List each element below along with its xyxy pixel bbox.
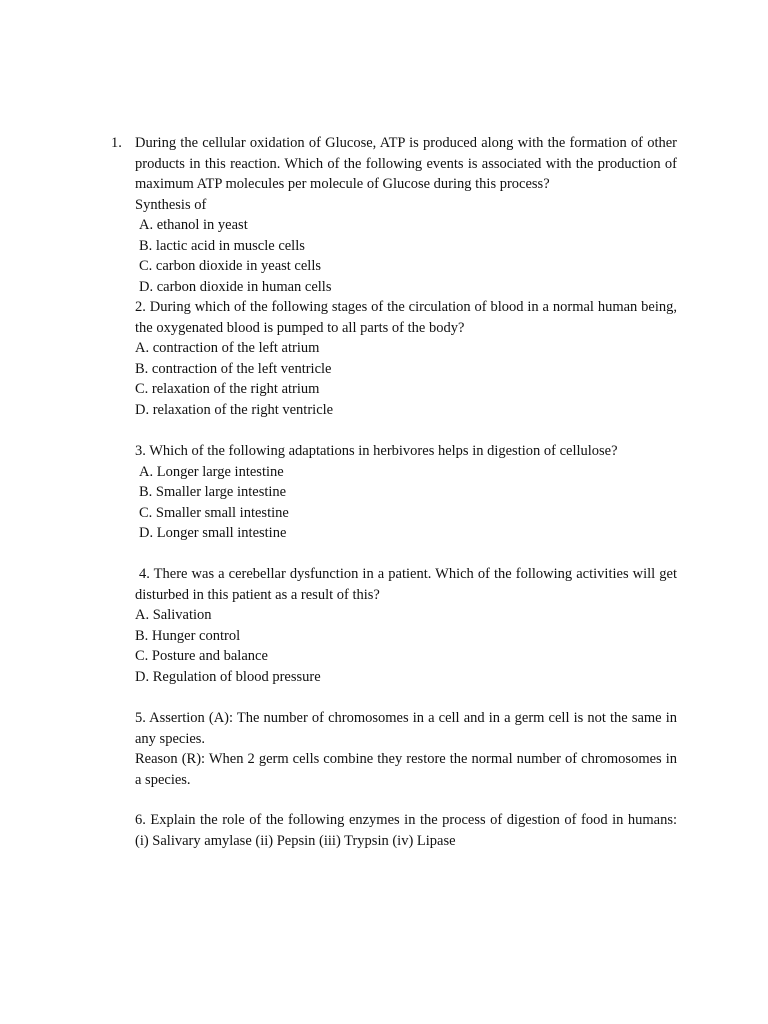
question-4-option-b: B. Hunger control (135, 627, 241, 644)
question-4-text: 4. There was a cerebellar dysfunction in a patient. Which of the following activities will get disturbed in this patient as a result of this? (135, 566, 677, 603)
question-2-option-c: C. relaxation of the right atrium (135, 381, 320, 397)
question-4-option-a: A. Salivation (135, 607, 212, 623)
question-5 (135, 708, 677, 790)
question-2-option-d: D. relaxation of the right ventricle (135, 401, 334, 418)
question-1-option-d: D. carbon dioxide in human cells (139, 278, 332, 295)
question-1-option-b: B. lactic acid in muscle cells (139, 237, 305, 254)
question-4-option-d: D. Regulation of blood pressure (135, 668, 321, 685)
question-5-reason: Reason (R): When 2 germ cells combine they restore the normal number of chromosomes in a species. (135, 751, 677, 788)
question-4 (135, 564, 677, 687)
question-2-text: 2. During which of the following stages of the circulation of blood in a normal human being, the oxygenated blood is pumped to all parts of the body? (135, 299, 677, 336)
question-1-option-a: A. ethanol in yeast (139, 217, 248, 233)
question-3-option-d: D. Longer small intestine (139, 525, 287, 541)
question-1 (111, 133, 677, 297)
question-4-option-c: C. Posture and balance (135, 648, 268, 664)
question-2-option-a: A. contraction of the left atrium (135, 340, 320, 356)
question-1-lead: Synthesis of (135, 196, 207, 213)
question-1-option-c: C. carbon dioxide in yeast cells (139, 258, 322, 274)
question-3 (135, 441, 677, 544)
question-2 (135, 297, 677, 420)
question-3-option-b: B. Smaller large intestine (139, 484, 287, 500)
question-1-text: During the cellular oxidation of Glucose, ATP is produced along with the formation of other products in this reaction. Which of the following events is associated with the production of maximum ATP molecules per molecule of Glucose during this process? (135, 135, 677, 192)
question-2-option-b: B. contraction of the left ventricle (135, 360, 332, 377)
question-1-number: 1. (111, 135, 122, 151)
question-3-option-a: A. Longer large intestine (139, 463, 284, 480)
question-3-option-c: C. Smaller small intestine (139, 504, 289, 521)
question-6-text: 6. Explain the role of the following enzymes in the process of digestion of food in humans: (i) Salivary amylase (ii) Pepsin (iii) Trypsin (iv) Lipase (135, 812, 677, 849)
question-5-assertion: 5. Assertion (A): The number of chromosomes in a cell and in a germ cell is not the same in any species. (135, 710, 677, 747)
question-6 (135, 810, 677, 851)
question-3-text: 3. Which of the following adaptations in herbivores helps in digestion of cellulose? (135, 443, 618, 459)
